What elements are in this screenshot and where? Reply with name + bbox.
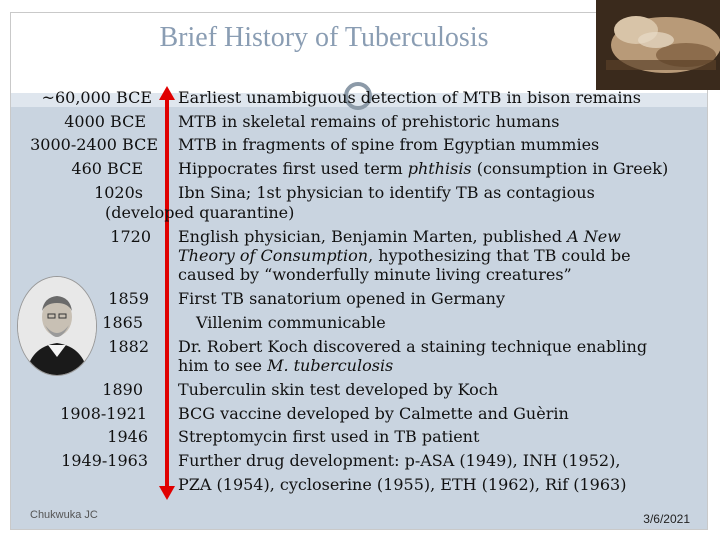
timeline-event: Ibn Sina; 1st physician to identify TB as contagious xyxy=(178,183,595,202)
timeline-event: Streptomycin first used in TB patient xyxy=(178,427,480,446)
timeline-event: BCG vaccine developed by Calmette and Guèrin xyxy=(178,404,569,423)
timeline-event-continued: Theory of Consumption, hypothesizing that TB could be xyxy=(178,246,631,265)
timeline-arrow xyxy=(159,86,175,500)
timeline-year: 1946 xyxy=(107,427,148,446)
timeline-year: 460 BCE xyxy=(71,159,143,178)
timeline-year: 1859 xyxy=(108,289,149,308)
timeline-year: 3000-2400 BCE xyxy=(30,135,158,154)
footer-date: 3/6/2021 xyxy=(643,512,690,526)
timeline-event-continued: him to see M. tuberculosis xyxy=(178,356,394,375)
mummy-photo xyxy=(596,0,720,90)
timeline-event: MTB in fragments of spine from Egyptian mummies xyxy=(178,135,600,154)
timeline-event: Further drug development: p-ASA (1949), INH (1952), xyxy=(178,451,621,470)
timeline-event: Tuberculin skin test developed by Koch xyxy=(178,380,499,399)
timeline-event: Dr. Robert Koch discovered a staining technique enabling xyxy=(178,337,648,356)
timeline-event: Earliest unambiguous detection of MTB in bison remains xyxy=(178,88,641,107)
timeline-year: 1720 xyxy=(110,227,151,246)
timeline-event: English physician, Benjamin Marten, published A New xyxy=(178,227,621,246)
timeline-year: 1890 xyxy=(102,380,143,399)
timeline-event: MTB in skeletal remains of prehistoric humans xyxy=(178,112,560,131)
timeline-year: 1908-1921 xyxy=(60,404,147,423)
timeline-year: 1020s xyxy=(94,183,143,202)
slide-title: Brief History of Tuberculosis xyxy=(159,22,489,53)
timeline-event: Villenim communicable xyxy=(196,313,386,332)
footer-author: Chukwuka JC xyxy=(30,509,98,521)
timeline-year: 1882 xyxy=(108,337,149,356)
timeline-event: Hippocrates first used term phthisis (consumption in Greek) xyxy=(178,159,669,178)
timeline-event-continued: PZA (1954), cycloserine (1955), ETH (1962), Rif (1963) xyxy=(178,475,627,494)
timeline-year: 1949-1963 xyxy=(61,451,148,470)
timeline-year: 4000 BCE xyxy=(64,112,146,131)
timeline-year: 1865 xyxy=(102,313,143,332)
timeline-event-continued: (developed quarantine) xyxy=(105,203,295,222)
timeline-year: ~60,000 BCE xyxy=(41,88,152,107)
timeline-event: First TB sanatorium opened in Germany xyxy=(178,289,505,308)
timeline-event-continued: caused by “wonderfully minute living creatures” xyxy=(178,265,572,284)
